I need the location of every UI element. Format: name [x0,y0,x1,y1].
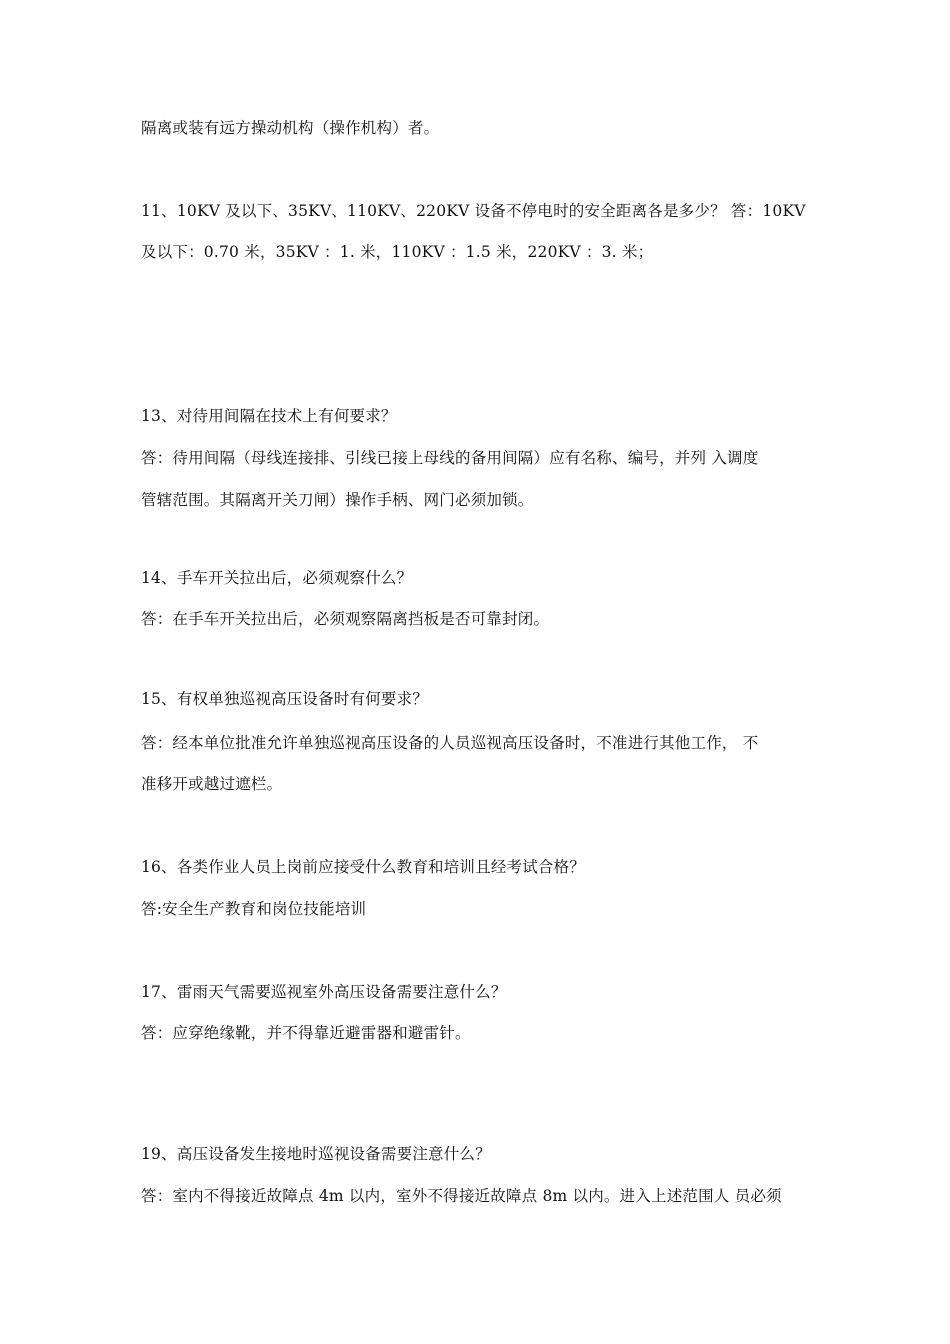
answer-14-line-1: 答：在手车开关拉出后，必须观察隔离挡板是否可靠封闭。 [141,610,550,628]
answer-16-line-1: 答:安全生产教育和岗位技能培训 [141,900,367,918]
answer-19-line-1: 答：室内不得接近故障点 4m 以内，室外不得接近故障点 8m 以内。进入上述范围人 员必须 [141,1187,782,1205]
question-14: 14、手车开关拉出后，必须观察什么？ [141,569,413,587]
answer-15-line-2: 准移开或越过遮栏。 [141,775,283,793]
answer-13-line-2: 管辖范围。其隔离开关刀闸）操作手柄、网门必须加锁。 [141,491,534,509]
question-19: 19、高压设备发生接地时巡视设备需要注意什么？ [141,1145,491,1163]
question-15: 15、有权单独巡视高压设备时有何要求？ [141,690,429,708]
question-11-line-2: 及以下：0.70 米，35KV ：1. 米，110KV ：1.5 米，220KV ：3. 米； [141,243,654,261]
question-13: 13、对待用间隔在技术上有何要求？ [141,407,397,425]
answer-17-line-1: 答：应穿绝缘靴，并不得靠近避雷器和避雷针。 [141,1024,471,1042]
continuation-text: 隔离或装有远方操动机构（操作机构）者。 [141,119,440,137]
question-11-line-1: 11、10KV 及以下、35KV、110KV、220KV 设备不停电时的安全距离各是多少？ 答：10KV [141,202,806,220]
answer-15-line-1: 答：经本单位批准允许单独巡视高压设备的人员巡视高压设备时，不准进行其他工作， 不 [141,734,759,752]
question-16: 16、各类作业人员上岗前应接受什么教育和培训且经考试合格？ [141,858,586,876]
question-17: 17、雷雨天气需要巡视室外高压设备需要注意什么？ [141,983,507,1001]
answer-13-line-1: 答：待用间隔（母线连接排、引线已接上母线的备用间隔）应有名称、编号，并列 入调度 [141,449,759,467]
